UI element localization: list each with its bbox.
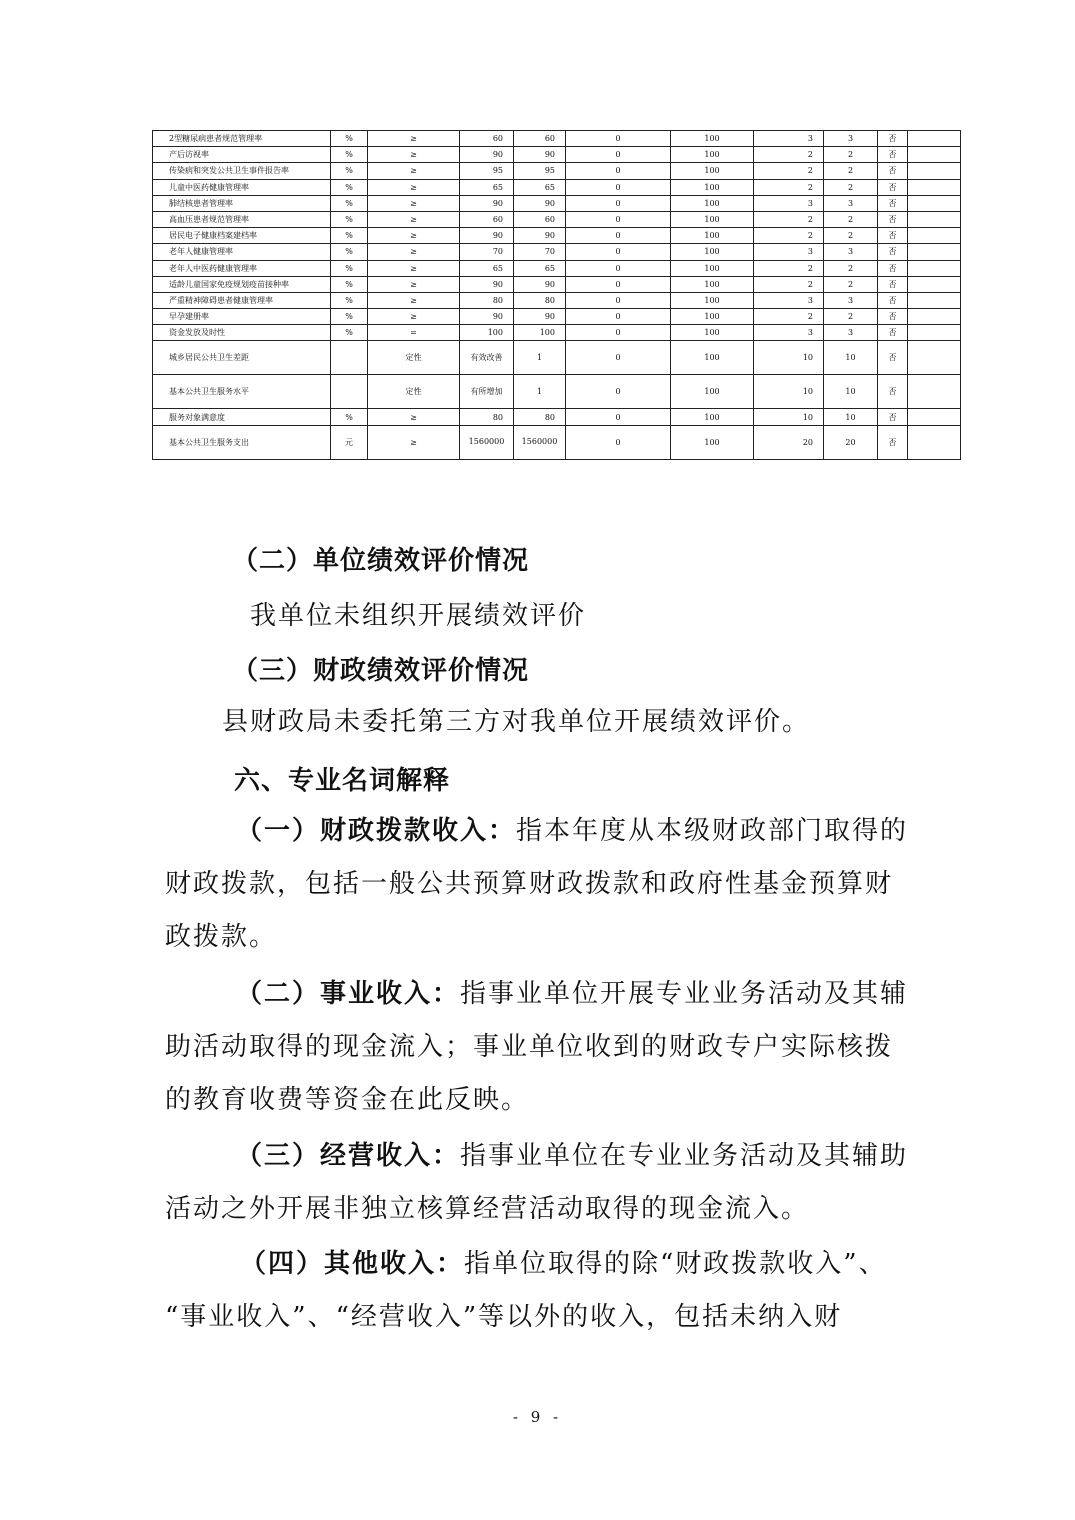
- weight-cell: 20: [754, 425, 824, 459]
- unit-evaluation-text: 我单位未组织开展绩效评价: [250, 601, 587, 631]
- fiscal-evaluation-text: 县财政局未委托第三方对我单位开展绩效评价。: [222, 707, 811, 737]
- term-label: （二）事业收入：: [236, 979, 461, 1009]
- score-cell: 2: [824, 309, 878, 325]
- score-cell: 2: [824, 228, 878, 244]
- deviation-cell: 0: [566, 228, 671, 244]
- target-value-cell: 100: [460, 325, 514, 341]
- table-row: [153, 375, 961, 409]
- term-definition-line: 政拨款。: [165, 922, 278, 952]
- table-row: [153, 292, 961, 308]
- unit-cell: %: [331, 163, 368, 179]
- completion-rate-cell: 100: [671, 211, 754, 227]
- deviation-cell: 0: [566, 163, 671, 179]
- operator-cell: ≥: [368, 292, 460, 308]
- actual-value-cell: 80: [514, 292, 566, 308]
- section-heading-terms: 六、专业名词解释: [234, 766, 451, 796]
- table-row: [153, 276, 961, 292]
- indicator-name-cell: 资金发放及时性: [153, 325, 331, 341]
- unit-cell: %: [331, 211, 368, 227]
- completion-rate-cell: 100: [671, 409, 754, 425]
- weight-cell: 2: [754, 211, 824, 227]
- indicator-name-cell: 儿童中医药健康管理率: [153, 179, 331, 195]
- table-row: [153, 147, 961, 163]
- section-heading-unit-evaluation: （二）单位绩效评价情况: [232, 546, 530, 576]
- note-cell: [908, 244, 961, 260]
- unit-cell: [331, 375, 368, 409]
- operator-cell: 定性: [368, 375, 460, 409]
- note-cell: [908, 375, 961, 409]
- actual-value-cell: 65: [514, 260, 566, 276]
- indicator-name-cell: 产后访视率: [153, 147, 331, 163]
- reached-cell: 否: [878, 131, 908, 147]
- operator-cell: ≥: [368, 131, 460, 147]
- table-row: [153, 409, 961, 425]
- score-cell: 3: [824, 244, 878, 260]
- actual-value-cell: 90: [514, 195, 566, 211]
- operator-cell: ≥: [368, 211, 460, 227]
- operator-cell: ≥: [368, 409, 460, 425]
- score-cell: 2: [824, 276, 878, 292]
- indicator-name-cell: 2型糖尿病患者规范管理率: [153, 131, 331, 147]
- unit-cell: [331, 341, 368, 375]
- actual-value-cell: 90: [514, 147, 566, 163]
- target-value-cell: 80: [460, 409, 514, 425]
- unit-cell: %: [331, 325, 368, 341]
- score-cell: 3: [824, 325, 878, 341]
- score-cell: 20: [824, 425, 878, 459]
- completion-rate-cell: 100: [671, 131, 754, 147]
- actual-value-cell: 65: [514, 179, 566, 195]
- deviation-cell: 0: [566, 179, 671, 195]
- actual-value-cell: 70: [514, 244, 566, 260]
- unit-cell: %: [331, 409, 368, 425]
- reached-cell: 否: [878, 211, 908, 227]
- term-label: （三）经营收入：: [236, 1141, 461, 1171]
- note-cell: [908, 260, 961, 276]
- unit-cell: %: [331, 179, 368, 195]
- unit-cell: %: [331, 195, 368, 211]
- reached-cell: 否: [878, 147, 908, 163]
- reached-cell: 否: [878, 244, 908, 260]
- target-value-cell: 65: [460, 260, 514, 276]
- reached-cell: 否: [878, 325, 908, 341]
- target-value-cell: 90: [460, 309, 514, 325]
- unit-cell: %: [331, 147, 368, 163]
- reached-cell: 否: [878, 425, 908, 459]
- actual-value-cell: 90: [514, 228, 566, 244]
- operator-cell: ≥: [368, 244, 460, 260]
- indicator-name-cell: 城乡居民公共卫生差距: [153, 341, 331, 375]
- table-row: [153, 131, 961, 147]
- score-cell: 2: [824, 163, 878, 179]
- completion-rate-cell: 100: [671, 195, 754, 211]
- target-value-cell: 90: [460, 147, 514, 163]
- deviation-cell: 0: [566, 409, 671, 425]
- note-cell: [908, 341, 961, 375]
- indicator-name-cell: 基本公共卫生服务水平: [153, 375, 331, 409]
- operator-cell: ≥: [368, 179, 460, 195]
- target-value-cell: 95: [460, 163, 514, 179]
- reached-cell: 否: [878, 292, 908, 308]
- actual-value-cell: 80: [514, 409, 566, 425]
- indicator-name-cell: 基本公共卫生服务支出: [153, 425, 331, 459]
- actual-value-cell: 90: [514, 309, 566, 325]
- reached-cell: 否: [878, 309, 908, 325]
- indicator-name-cell: 高血压患者规范管理率: [153, 211, 331, 227]
- indicator-name-cell: 居民电子健康档案建档率: [153, 228, 331, 244]
- term-definition-line: “事业收入”、“经营收入”等以外的收入，包括未纳入财: [165, 1302, 843, 1332]
- note-cell: [908, 147, 961, 163]
- deviation-cell: 0: [566, 260, 671, 276]
- note-cell: [908, 292, 961, 308]
- deviation-cell: 0: [566, 211, 671, 227]
- term-label: （四）其他收入：: [240, 1249, 465, 1279]
- reached-cell: 否: [878, 163, 908, 179]
- term-definition: 指本年度从本级财政部门取得的: [516, 816, 909, 846]
- weight-cell: 2: [754, 147, 824, 163]
- term-definition: 指事业单位在专业业务活动及其辅助: [460, 1141, 909, 1171]
- deviation-cell: 0: [566, 131, 671, 147]
- note-cell: [908, 179, 961, 195]
- completion-rate-cell: 100: [671, 228, 754, 244]
- operator-cell: ≥: [368, 260, 460, 276]
- actual-value-cell: 90: [514, 276, 566, 292]
- score-cell: 2: [824, 147, 878, 163]
- actual-value-cell: 95: [514, 163, 566, 179]
- actual-value-cell: 60: [514, 131, 566, 147]
- note-cell: [908, 195, 961, 211]
- table-row: [153, 325, 961, 341]
- indicator-name-cell: 适龄儿童国家免疫规划疫苗接种率: [153, 276, 331, 292]
- operator-cell: ≥: [368, 276, 460, 292]
- table-row: [153, 211, 961, 227]
- target-value-cell: 有效改善: [460, 341, 514, 375]
- indicator-name-cell: 严重精神障碍患者健康管理率: [153, 292, 331, 308]
- table-row: [153, 260, 961, 276]
- target-value-cell: 65: [460, 179, 514, 195]
- operator-cell: ≥: [368, 425, 460, 459]
- weight-cell: 10: [754, 375, 824, 409]
- target-value-cell: 80: [460, 292, 514, 308]
- indicator-name-cell: 早孕建册率: [153, 309, 331, 325]
- unit-cell: %: [331, 309, 368, 325]
- note-cell: [908, 211, 961, 227]
- target-value-cell: 60: [460, 131, 514, 147]
- weight-cell: 2: [754, 228, 824, 244]
- completion-rate-cell: 100: [671, 179, 754, 195]
- note-cell: [908, 276, 961, 292]
- weight-cell: 3: [754, 131, 824, 147]
- reached-cell: 否: [878, 195, 908, 211]
- term-label: （一）财政拨款收入：: [236, 816, 517, 846]
- actual-value-cell: 1: [514, 341, 566, 375]
- term-definition: 指事业单位开展专业业务活动及其辅: [460, 979, 909, 1009]
- operator-cell: 定性: [368, 341, 460, 375]
- note-cell: [908, 163, 961, 179]
- completion-rate-cell: 100: [671, 244, 754, 260]
- reached-cell: 否: [878, 260, 908, 276]
- weight-cell: 3: [754, 292, 824, 308]
- deviation-cell: 0: [566, 375, 671, 409]
- table-row: [153, 228, 961, 244]
- deviation-cell: 0: [566, 147, 671, 163]
- unit-cell: %: [331, 292, 368, 308]
- table-row: [153, 425, 961, 459]
- reached-cell: 否: [878, 276, 908, 292]
- operator-cell: ≥: [368, 163, 460, 179]
- deviation-cell: 0: [566, 244, 671, 260]
- weight-cell: 10: [754, 341, 824, 375]
- unit-cell: 元: [331, 425, 368, 459]
- deviation-cell: 0: [566, 425, 671, 459]
- table-row: [153, 244, 961, 260]
- weight-cell: 2: [754, 309, 824, 325]
- operator-cell: ≥: [368, 309, 460, 325]
- operator-cell: ≥: [368, 228, 460, 244]
- deviation-cell: 0: [566, 195, 671, 211]
- table-row: [153, 195, 961, 211]
- note-cell: [908, 309, 961, 325]
- completion-rate-cell: 100: [671, 325, 754, 341]
- weight-cell: 2: [754, 179, 824, 195]
- deviation-cell: 0: [566, 276, 671, 292]
- score-cell: 3: [824, 195, 878, 211]
- completion-rate-cell: 100: [671, 292, 754, 308]
- indicator-name-cell: 服务对象满意度: [153, 409, 331, 425]
- target-value-cell: 90: [460, 276, 514, 292]
- actual-value-cell: 100: [514, 325, 566, 341]
- note-cell: [908, 325, 961, 341]
- performance-indicator-table: [152, 130, 961, 460]
- completion-rate-cell: 100: [671, 147, 754, 163]
- score-cell: 10: [824, 375, 878, 409]
- term-definition: 指单位取得的除“财政拨款收入”、: [464, 1249, 887, 1279]
- deviation-cell: 0: [566, 325, 671, 341]
- table-row: [153, 309, 961, 325]
- unit-cell: %: [331, 276, 368, 292]
- completion-rate-cell: 100: [671, 341, 754, 375]
- deviation-cell: 0: [566, 341, 671, 375]
- actual-value-cell: 1: [514, 375, 566, 409]
- score-cell: 2: [824, 179, 878, 195]
- note-cell: [908, 131, 961, 147]
- completion-rate-cell: 100: [671, 163, 754, 179]
- weight-cell: 3: [754, 325, 824, 341]
- weight-cell: 2: [754, 163, 824, 179]
- unit-cell: %: [331, 131, 368, 147]
- term-definition-line: 财政拨款，包括一般公共预算财政拨款和政府性基金预算财: [165, 869, 894, 899]
- score-cell: 2: [824, 211, 878, 227]
- note-cell: [908, 228, 961, 244]
- indicator-name-cell: 肺结核患者管理率: [153, 195, 331, 211]
- unit-cell: %: [331, 260, 368, 276]
- deviation-cell: 0: [566, 309, 671, 325]
- reached-cell: 否: [878, 409, 908, 425]
- weight-cell: 10: [754, 409, 824, 425]
- indicator-name-cell: 老年人健康管理率: [153, 244, 331, 260]
- page-number: - 9 -: [512, 1408, 563, 1426]
- section-heading-fiscal-evaluation: （三）财政绩效评价情况: [232, 656, 530, 686]
- note-cell: [908, 409, 961, 425]
- operator-cell: ≥: [368, 195, 460, 211]
- table-row: [153, 179, 961, 195]
- term-definition-line: 助活动取得的现金流入；事业单位收到的财政专户实际核拨: [165, 1032, 894, 1062]
- target-value-cell: 有所增加: [460, 375, 514, 409]
- target-value-cell: 1560000: [460, 425, 514, 459]
- reached-cell: 否: [878, 179, 908, 195]
- reached-cell: 否: [878, 228, 908, 244]
- target-value-cell: 60: [460, 211, 514, 227]
- operator-cell: =: [368, 325, 460, 341]
- score-cell: 3: [824, 292, 878, 308]
- reached-cell: 否: [878, 375, 908, 409]
- weight-cell: 2: [754, 260, 824, 276]
- term-definition-line: 活动之外开展非独立核算经营活动取得的现金流入。: [165, 1194, 810, 1224]
- actual-value-cell: 1560000: [514, 425, 566, 459]
- score-cell: 10: [824, 341, 878, 375]
- table-row: [153, 163, 961, 179]
- term-definition-line: 的教育收费等资金在此反映。: [165, 1085, 530, 1115]
- weight-cell: 3: [754, 195, 824, 211]
- actual-value-cell: 60: [514, 211, 566, 227]
- target-value-cell: 90: [460, 228, 514, 244]
- weight-cell: 3: [754, 244, 824, 260]
- weight-cell: 2: [754, 276, 824, 292]
- reached-cell: 否: [878, 341, 908, 375]
- completion-rate-cell: 100: [671, 260, 754, 276]
- score-cell: 10: [824, 409, 878, 425]
- table-row: [153, 341, 961, 375]
- target-value-cell: 70: [460, 244, 514, 260]
- target-value-cell: 90: [460, 195, 514, 211]
- indicator-name-cell: 老年人中医药健康管理率: [153, 260, 331, 276]
- unit-cell: %: [331, 228, 368, 244]
- completion-rate-cell: 100: [671, 375, 754, 409]
- note-cell: [908, 425, 961, 459]
- completion-rate-cell: 100: [671, 309, 754, 325]
- deviation-cell: 0: [566, 292, 671, 308]
- score-cell: 3: [824, 131, 878, 147]
- completion-rate-cell: 100: [671, 425, 754, 459]
- indicator-name-cell: 传染病和突发公共卫生事件报告率: [153, 163, 331, 179]
- score-cell: 2: [824, 260, 878, 276]
- completion-rate-cell: 100: [671, 276, 754, 292]
- operator-cell: ≥: [368, 147, 460, 163]
- unit-cell: %: [331, 244, 368, 260]
